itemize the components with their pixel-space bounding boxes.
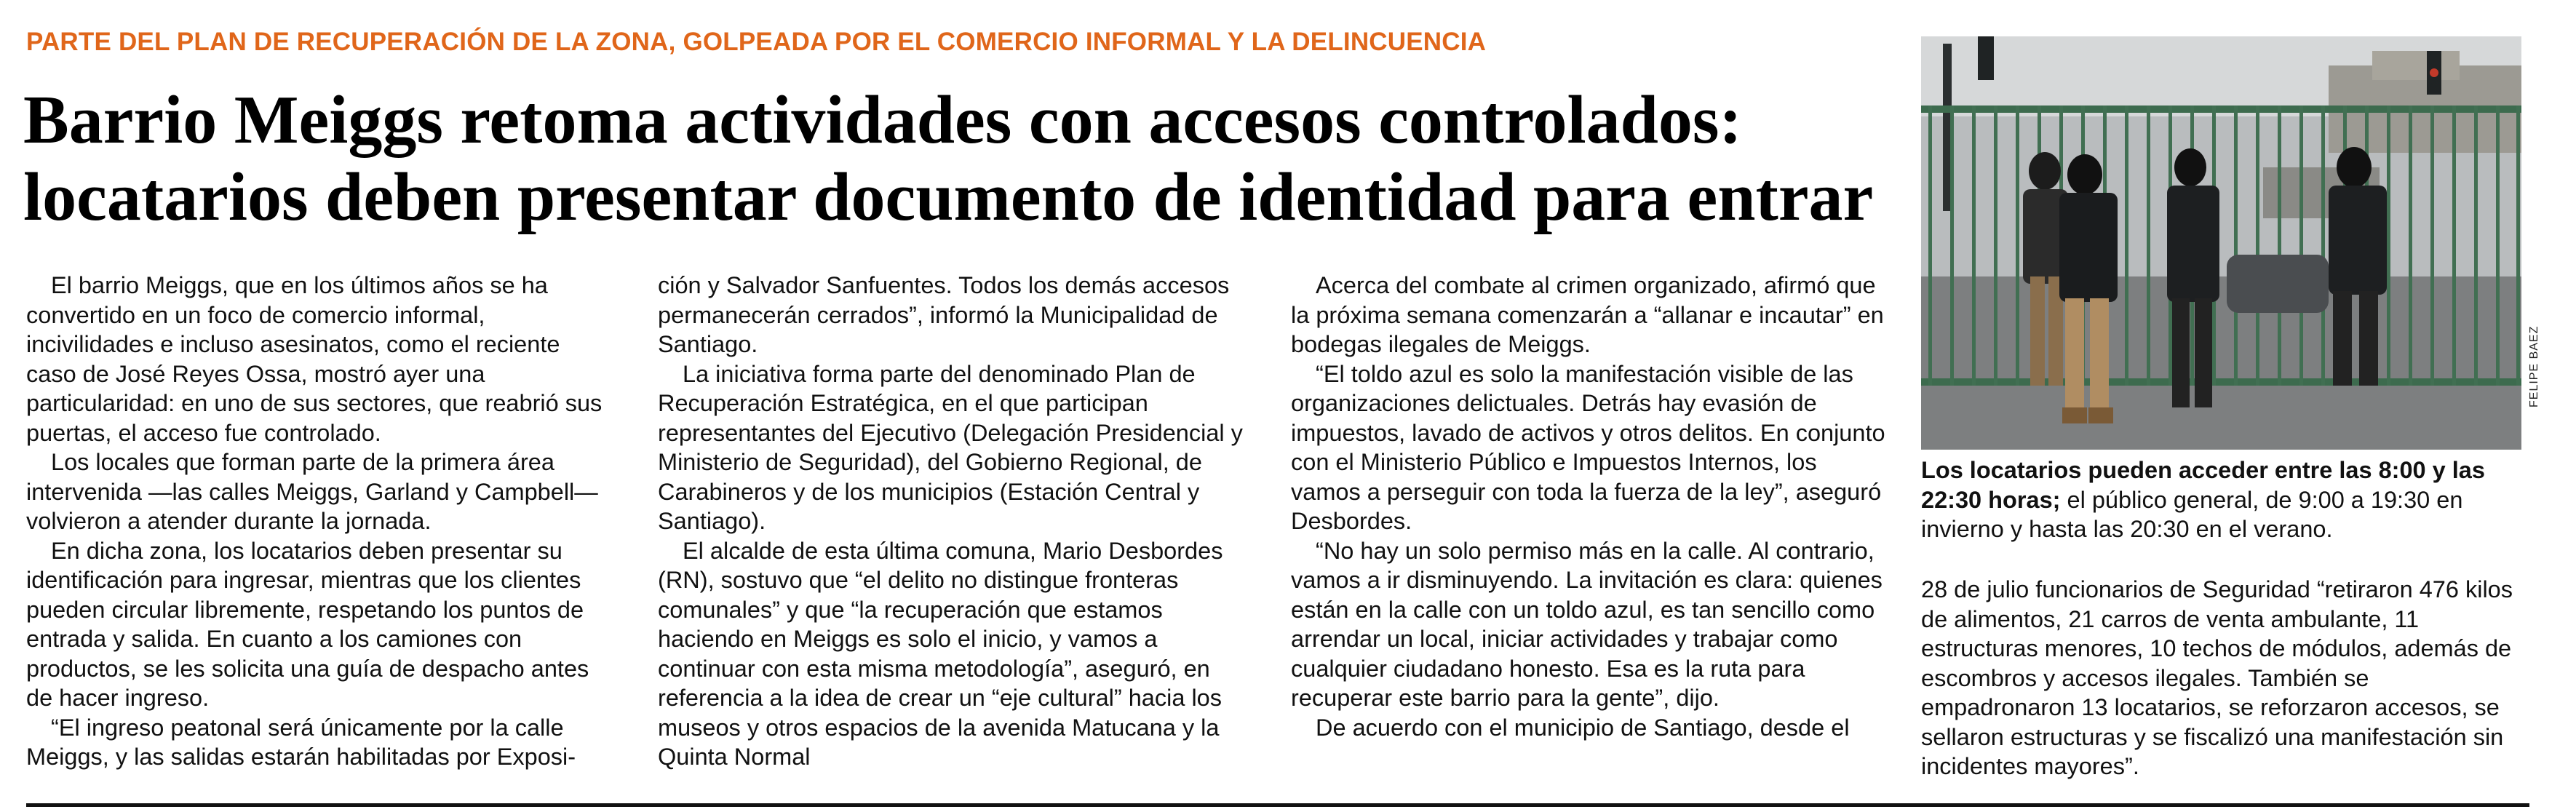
paragraph: El barrio Meiggs, que en los últimos años se ha convertido en un foco de comercio informal, incivilidades e incluso asesinatos, como el reciente caso de José Reyes Ossa, mostró ayer una particularidad: en uno de sus sectores, que reabrió sus puertas, el acceso fue controlado. xyxy=(26,272,603,446)
news-photo xyxy=(1921,36,2521,450)
headline-line: locatarios deben presentar documento de identidad para entrar xyxy=(23,159,1874,235)
headline-line: Barrio Meiggs retoma actividades con accesos controlados: xyxy=(23,82,1742,158)
paragraph: Los locales que forman parte de la primera área intervenida —las calles Meiggs, Garland y Campbell— volvieron a atender durante la jornada. xyxy=(26,449,598,534)
paragraph: ción y Salvador Sanfuentes. Todos los demás accesos permanecerán cerrados”, informó la Municipalidad de Santiago. xyxy=(658,272,1230,357)
paragraph: “El toldo azul es solo la manifestación visible de las organizaciones delictuales. Detrás hay evasión de impuestos, lavado de activos y otros delitos. En conjunto con el Ministerio Público e Impuestos Internos, los vamos a perseguir con toda la fuerza de la ley”, aseguró Desbordes. xyxy=(1291,360,1885,534)
paragraph: “No hay un solo permiso más en la calle. Al contrario, vamos a ir disminuyendo. La invitación es clara: quienes están en la calle con un toldo azul, es tan sencillo como arrendar un local, iniciar actividades y trabajar como cualquier ciudadano honesto. Esa es la ruta para recuperar este barrio para la gente”, dijo. xyxy=(1291,537,1883,711)
body-column-3 xyxy=(1291,271,1892,742)
kicker: PARTE DEL PLAN DE RECUPERACIÓN DE LA ZONA, GOLPEADA POR EL COMERCIO INFORMAL Y LA DELINCUENCIA xyxy=(26,28,1487,56)
paragraph: El alcalde de esta última comuna, Mario Desbordes (RN), sostuvo que “el delito no distingue fronteras comunales” y que “la recuperación que estamos haciendo en Meiggs es solo el inicio, y vamos a continuar con esta misma metodología”, aseguró, en referencia a la idea de crear un “eje cultural” hacia los museos y otros espacios de la avenida Matucana y la Quinta Normal xyxy=(658,537,1223,770)
photo-illustration xyxy=(1921,36,2521,450)
photo-credit: FELIPE BAEZ xyxy=(2528,325,2540,407)
paragraph: “El ingreso peatonal será únicamente por la calle Meiggs, y las salidas estarán habilitadas por Exposi- xyxy=(26,714,576,770)
paragraph: De acuerdo con el municipio de Santiago, desde el xyxy=(1316,714,1850,741)
paragraph: En dicha zona, los locatarios deben presentar su identificación para ingresar, mientras que los clientes pueden circular libremente, respetando los puntos de entrada y salida. En cuanto a los camiones con productos, se les solicita una guía de despacho antes de hacer ingreso. xyxy=(26,537,589,711)
bottom-rule xyxy=(26,803,2529,807)
photo-caption xyxy=(1921,455,2525,544)
paragraph: Acerca del combate al crimen organizado, afirmó que la próxima semana comenzarán a “allanar e incautar” en bodegas ilegales de Meiggs. xyxy=(1291,272,1884,357)
body-column-1 xyxy=(26,271,616,772)
paragraph: La iniciativa forma parte del denominado Plan de Recuperación Estratégica, en el que participan representantes del Ejecutivo (Delegación Presidencial y Ministerio de Seguridad), del Gobierno Regional, de Carabineros y de los municipios (Estación Central y Santiago). xyxy=(658,360,1243,534)
continuation-paragraph: 28 de julio funcionarios de Seguridad “retiraron 476 kilos de alimentos, 21 carros de venta ambulante, 11 estructuras menores, 10 techos de módulos, además de escombros y accesos ilegales. También se empadronaron 13 locatarios, se reforzaron accesos, se sellaron estructuras y se fiscalizó una manifestación sin incidentes mayores”. xyxy=(1921,576,2513,779)
headline xyxy=(23,81,1886,236)
caption-lead: Los locatarios pueden acceder entre las 8:00 y las 22:30 horas; xyxy=(1921,457,2485,513)
caption-text: el público general, de 9:00 a 19:30 en invierno y hasta las 20:30 en el verano. xyxy=(1921,486,2463,542)
body-column-2 xyxy=(658,271,1249,772)
